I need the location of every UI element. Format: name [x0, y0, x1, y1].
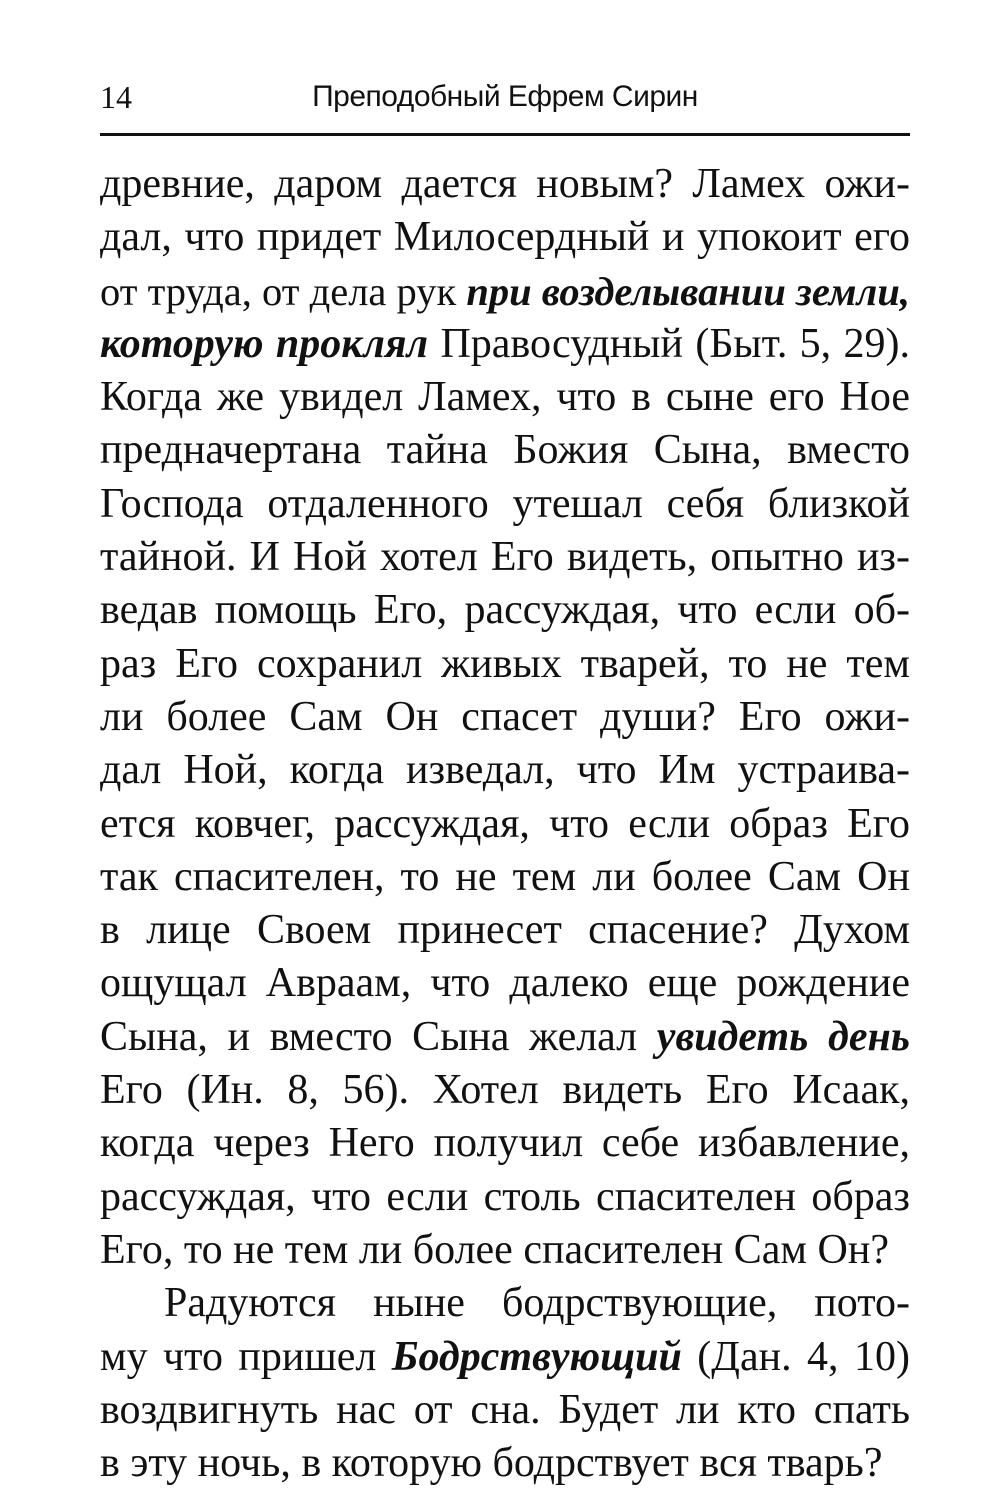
text-line — [100, 371, 910, 424]
text-line — [100, 1224, 910, 1277]
text-line — [100, 158, 910, 211]
text-segment: Господа отдаленного утешал себя близкой — [100, 480, 910, 527]
text-segment: Сына, и вместо Сына желал — [100, 1013, 657, 1060]
text-line — [100, 478, 910, 531]
text-segment: Его, то не тем ли более спасителен Сам Он? — [100, 1226, 889, 1273]
text-segment: тайной. И Ной хотел Его видеть, опытно из- — [100, 534, 910, 581]
text-segment: Когда же увидел Ламех, что в сыне его Ное — [100, 374, 910, 421]
text-segment: ется ковчег, рассуждая, что если образ Его — [100, 800, 910, 847]
text-segment: ощущал Авраам, что далеко еще рождение — [100, 960, 910, 1007]
text-line — [100, 318, 910, 371]
text-segment: в эту ночь, в которую бодрствует вся тварь? — [100, 1440, 883, 1487]
text-line — [100, 1064, 910, 1117]
italic-quote: которую проклял — [100, 320, 429, 367]
text-segment: в лице Своем принесет спасение? Духом — [100, 907, 910, 954]
text-segment: воздвигнуть нас от сна. Будет ли кто спать — [100, 1386, 910, 1433]
text-line — [100, 904, 910, 957]
body-text — [100, 158, 910, 1490]
text-segment: раз Его сохранил живых тварей, то не тем — [100, 640, 910, 687]
text-segment: ли более Сам Он спасет души? Его ожи- — [100, 693, 910, 740]
text-segment: ведав помощь Его, рассуждая, что если об- — [100, 587, 910, 634]
text-segment: Правосудный (Быт. 5, 29). — [428, 320, 911, 367]
text-line — [100, 691, 910, 744]
running-title: Преподобный Ефрем Сирин — [312, 80, 698, 113]
text-line — [100, 531, 910, 584]
page-number: 14 — [100, 79, 132, 115]
text-line — [100, 851, 910, 904]
text-segment: так спасителен, то не тем ли более Сам Он — [100, 853, 910, 900]
text-line — [100, 424, 910, 477]
text-line — [100, 744, 910, 797]
text-segment: когда через Него получил себе избавление, — [100, 1120, 910, 1167]
italic-quote: увидеть день — [656, 1013, 910, 1060]
text-segment: му что пришел — [100, 1333, 392, 1380]
text-line — [100, 1277, 910, 1330]
text-segment: Радуются ныне бодрствующие, пото- — [164, 1280, 910, 1327]
text-line — [100, 638, 910, 691]
text-line — [100, 1011, 910, 1064]
text-line — [100, 957, 910, 1010]
text-line — [100, 798, 910, 851]
text-segment: (Дан. 4, 10) — [681, 1333, 910, 1380]
text-segment: предначертана тайна Божия Сына, вместо — [100, 427, 910, 474]
text-line — [100, 1331, 910, 1384]
text-segment: от труда, от дела рук — [100, 268, 467, 314]
text-segment: рассуждая, что если столь спасителен образ — [100, 1173, 910, 1220]
text-line — [100, 1117, 910, 1170]
text-line — [100, 1171, 910, 1224]
text-segment: дал, что придет Милосердный и упокоит его — [100, 214, 910, 261]
text-line — [100, 265, 910, 318]
text-line — [100, 584, 910, 637]
text-segment: Его (Ин. 8, 56). Хотел видеть Его Исаак, — [100, 1067, 910, 1114]
text-line — [100, 1437, 910, 1490]
text-line — [100, 1384, 910, 1437]
italic-quote: при возделывании земли, — [466, 268, 910, 314]
header-rule — [100, 133, 910, 136]
text-line — [100, 211, 910, 264]
italic-quote: Бодрствующий — [391, 1333, 682, 1380]
text-segment: древние, даром дается новым? Ламех ожи- — [100, 161, 910, 207]
text-segment: дал Ной, когда изведал, что Им устраива- — [100, 747, 910, 794]
running-header — [100, 72, 910, 122]
